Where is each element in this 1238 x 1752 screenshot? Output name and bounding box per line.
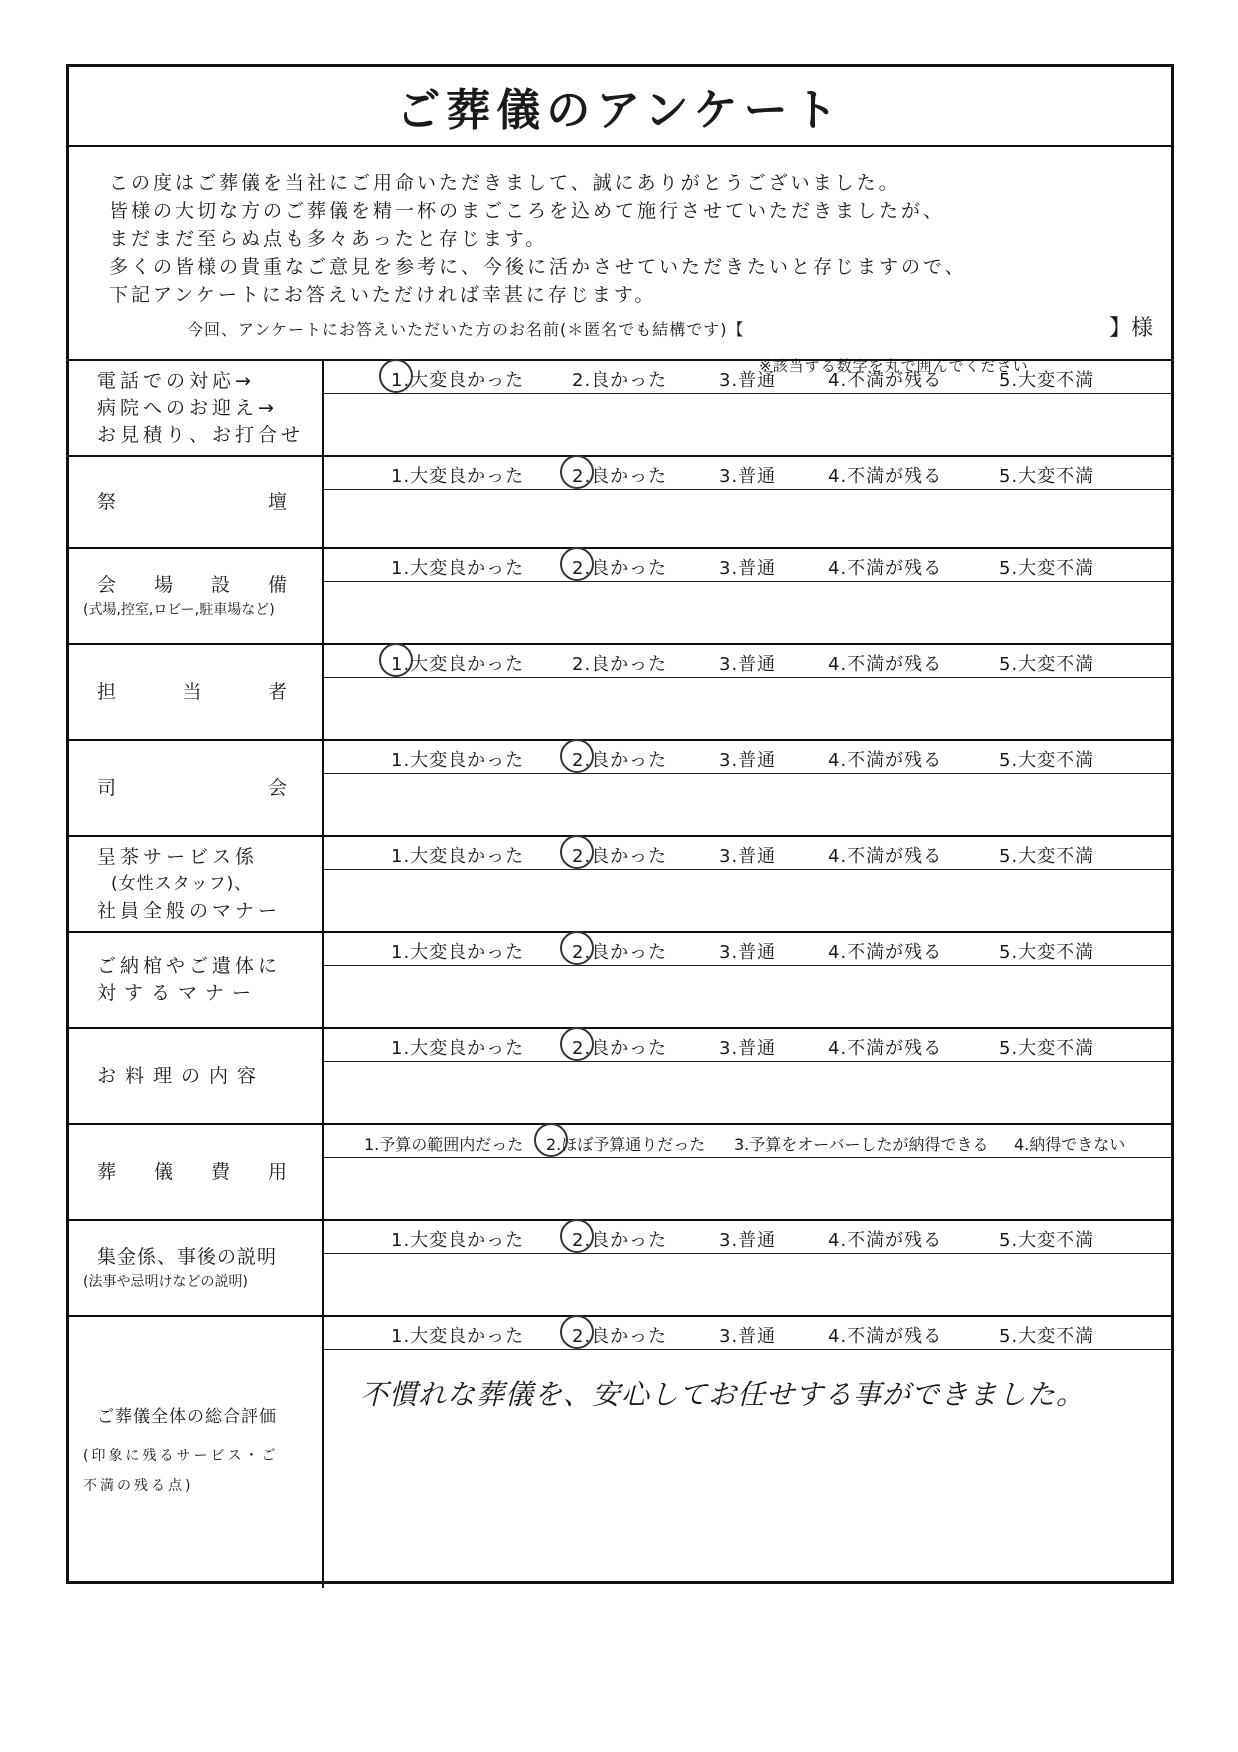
option-2[interactable]: 2.良かった [572, 558, 668, 579]
option-1[interactable]: 1.大変良かった [391, 1038, 525, 1059]
label-sub: (印象に残るサービス・ご不満の残る点) [83, 1448, 279, 1494]
question-label [69, 645, 324, 739]
label-char: 会 [267, 776, 287, 799]
option-5[interactable]: 5.大変不満 [999, 1326, 1095, 1347]
question-row [69, 1029, 1171, 1125]
cost-option-2[interactable]: 2.ほぼ予算通りだった [546, 1135, 706, 1154]
option-list [324, 933, 1171, 966]
option-1[interactable]: 1.大変良かった [391, 1230, 525, 1251]
question-label [69, 549, 324, 643]
cost-option-1[interactable]: 1.予算の範囲内だった [364, 1135, 524, 1154]
label-sub: (法事や忌明けなどの説明) [83, 1273, 248, 1290]
option-list [324, 361, 1171, 394]
name-label: 今回、アンケートにお答えいただいた方のお名前(＊匿名でも結構です)【 [187, 320, 745, 339]
option-5[interactable]: 5.大変不満 [999, 558, 1095, 579]
option-4[interactable]: 4.不満が残る [828, 750, 943, 771]
intro-text [109, 169, 967, 309]
intro-line: 多くの皆様の貴重なご意見を参考に、今後に活かさせていただきたいと存じますので、 [109, 256, 967, 278]
label-line: ご納棺やご遺体に [97, 955, 282, 977]
option-4[interactable]: 4.不満が残る [828, 1038, 943, 1059]
answer-area [324, 1317, 1171, 1588]
option-1[interactable]: 1.大変良かった [391, 654, 525, 675]
question-row [69, 1317, 1171, 1588]
intro-line: 皆様の大切な方のご葬儀を精一杯のまごころを込めて施行させていただきましたが、 [109, 200, 946, 222]
question-row [69, 837, 1171, 933]
option-4[interactable]: 4.不満が残る [828, 558, 943, 579]
answer-area [324, 933, 1171, 1027]
question-row [69, 741, 1171, 837]
option-3[interactable]: 3.普通 [719, 750, 777, 771]
option-4[interactable]: 4.不満が残る [828, 654, 943, 675]
question-row [69, 1125, 1171, 1221]
option-5[interactable]: 5.大変不満 [999, 750, 1095, 771]
option-1[interactable]: 1.大変良かった [391, 1326, 525, 1347]
question-row [69, 1221, 1171, 1317]
survey-sheet [66, 64, 1174, 1584]
option-3[interactable]: 3.普通 [719, 370, 777, 391]
option-5[interactable]: 5.大変不満 [999, 942, 1095, 963]
cost-option-4[interactable]: 4.納得できない [1014, 1135, 1126, 1154]
option-2[interactable]: 2.良かった [572, 1038, 668, 1059]
label-char: 祭 [97, 490, 117, 513]
cost-option-3[interactable]: 3.予算をオーバーしたが納得できる [734, 1135, 989, 1154]
option-1[interactable]: 1.大変良かった [391, 466, 525, 487]
name-field[interactable] [69, 307, 1171, 347]
question-label [69, 1221, 324, 1315]
intro-line: この度はご葬儀を当社にご用命いただきまして、誠にありがとうございました。 [109, 172, 901, 194]
label-line: 呈茶サービス係 [97, 845, 259, 868]
label-char: 葬 [97, 1160, 117, 1183]
option-4[interactable]: 4.不満が残る [828, 1230, 943, 1251]
instruction-note: ※該当する数字を丸で囲んでください [759, 357, 1029, 375]
label-line: 病院へのお迎え→ [97, 396, 278, 419]
label-char: 当 [182, 680, 202, 703]
option-3[interactable]: 3.普通 [719, 1038, 777, 1059]
label-char: 費 [210, 1160, 230, 1183]
option-1[interactable]: 1.大変良かった [391, 750, 525, 771]
label-line: (女性スタッフ)、 [111, 873, 253, 894]
question-row [69, 933, 1171, 1029]
answer-area [324, 549, 1171, 643]
option-list [324, 741, 1171, 774]
option-5[interactable]: 5.大変不満 [999, 654, 1095, 675]
question-label [69, 1029, 324, 1123]
label-char: 壇 [267, 490, 287, 513]
label-line: ご葬儀全体の総合評価 [97, 1407, 277, 1427]
answer-area [324, 1125, 1171, 1219]
label-char: 会 [97, 573, 117, 596]
answer-area [324, 457, 1171, 547]
label-char: 用 [267, 1160, 287, 1183]
question-row [69, 645, 1171, 741]
option-5[interactable]: 5.大変不満 [999, 370, 1095, 391]
label-line: 対するマナー [97, 982, 260, 1004]
option-4[interactable]: 4.不満が残る [828, 370, 943, 391]
question-row [69, 457, 1171, 549]
option-3[interactable]: 3.普通 [719, 558, 777, 579]
option-list [324, 1317, 1171, 1350]
option-list [324, 457, 1171, 490]
label-char: 者 [267, 680, 287, 703]
answer-area [324, 741, 1171, 835]
answer-area [324, 837, 1171, 931]
option-2[interactable]: 2.良かった [572, 654, 668, 675]
option-list [324, 1221, 1171, 1254]
question-label [69, 361, 324, 455]
answer-area [324, 1221, 1171, 1315]
option-3[interactable]: 3.普通 [719, 654, 777, 675]
option-list [324, 549, 1171, 582]
question-label [69, 741, 324, 835]
label-char: 儀 [153, 1160, 173, 1183]
question-row [69, 361, 1171, 457]
question-label [69, 933, 324, 1027]
option-5[interactable]: 5.大変不満 [999, 1230, 1095, 1251]
label-line: 社員全般のマナー [97, 899, 282, 922]
handwritten-comment[interactable]: 不慣れな葬儀を、安心してお任せする事ができました。 [360, 1378, 1086, 1411]
label-line: 集金係、事後の説明 [97, 1245, 278, 1268]
label-char: 設 [210, 573, 230, 596]
option-list [324, 1125, 1171, 1158]
option-5[interactable]: 5.大変不満 [999, 846, 1095, 867]
question-label [69, 457, 324, 547]
option-5[interactable]: 5.大変不満 [999, 1038, 1095, 1059]
option-3[interactable]: 3.普通 [719, 1326, 777, 1347]
option-2[interactable]: 2.良かった [572, 466, 668, 487]
label-line: お見積り、お打合せ [97, 423, 305, 446]
option-1[interactable]: 1.大変良かった [391, 558, 525, 579]
option-4[interactable]: 4.不満が残る [828, 466, 943, 487]
option-1[interactable]: 1.大変良かった [391, 942, 525, 963]
option-list [324, 645, 1171, 678]
answer-area [324, 645, 1171, 739]
intro-line: 下記アンケートにお答えいただければ幸甚に存じます。 [109, 284, 657, 306]
option-1[interactable]: 1.大変良かった [391, 370, 525, 391]
option-1[interactable]: 1.大変良かった [391, 846, 525, 867]
answer-area [324, 1029, 1171, 1123]
question-row [69, 549, 1171, 645]
option-4[interactable]: 4.不満が残る [828, 846, 943, 867]
intro-section [69, 147, 1171, 375]
option-2[interactable]: 2.良かった [572, 1230, 668, 1251]
option-3[interactable]: 3.普通 [719, 1230, 777, 1251]
question-label [69, 1125, 324, 1219]
option-4[interactable]: 4.不満が残る [828, 942, 943, 963]
label-line: 電話での対応→ [97, 369, 255, 392]
option-list [324, 837, 1171, 870]
label-line: お料理の内容 [97, 1064, 266, 1087]
answer-area [324, 361, 1171, 455]
page-title: ご葬儀のアンケート [69, 67, 1171, 147]
label-char: 備 [267, 573, 287, 596]
option-3[interactable]: 3.普通 [719, 466, 777, 487]
option-2[interactable]: 2.良かった [572, 1326, 668, 1347]
label-sub: (式場,控室,ロビー,駐車場など) [83, 601, 275, 618]
question-label [69, 837, 324, 931]
option-2[interactable]: 2.良かった [572, 942, 668, 963]
question-label [69, 1317, 324, 1588]
label-char: 司 [97, 776, 117, 799]
name-suffix: 】様 [1108, 316, 1153, 341]
option-2[interactable]: 2.良かった [572, 846, 668, 867]
option-5[interactable]: 5.大変不満 [999, 466, 1095, 487]
option-2[interactable]: 2.良かった [572, 750, 668, 771]
option-list [324, 1029, 1171, 1062]
option-3[interactable]: 3.普通 [719, 942, 777, 963]
option-3[interactable]: 3.普通 [719, 846, 777, 867]
option-4[interactable]: 4.不満が残る [828, 1326, 943, 1347]
label-char: 担 [97, 680, 117, 703]
label-char: 場 [153, 573, 173, 596]
option-2[interactable]: 2.良かった [572, 370, 668, 391]
intro-line: まだまだ至らぬ点も多々あったと存じます。 [109, 228, 548, 250]
